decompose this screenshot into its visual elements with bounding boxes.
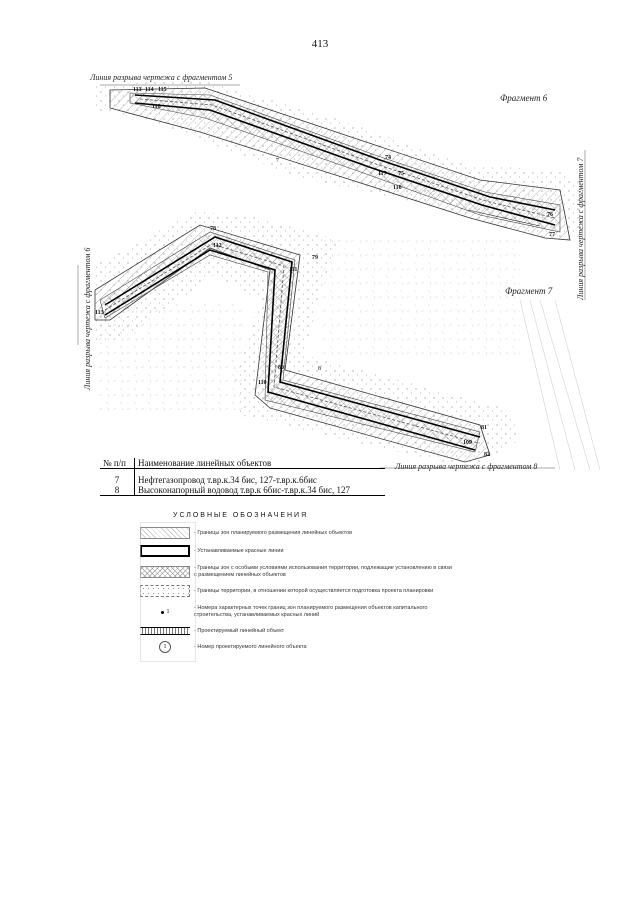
point-label: 77 xyxy=(549,232,555,238)
objects-table xyxy=(100,458,385,496)
point-label: 109 xyxy=(463,440,472,446)
row-number: 7 xyxy=(100,475,135,485)
legend-item: - Границы зон с особыми условиями использования территории, подлежащие установлению в связи с размещением линейных объектов xyxy=(140,562,454,582)
point-label: 76 xyxy=(547,212,553,218)
point-label: 111 xyxy=(289,267,298,273)
point-label: 81 xyxy=(481,425,487,431)
point-label: 114 xyxy=(145,87,154,93)
point-label: 113 xyxy=(133,87,142,93)
row-name: Высоконапорный водовод т.вр.к 6бис-т.вр.к.34 бис, 127 xyxy=(138,485,350,495)
point-label: 78 xyxy=(210,226,216,232)
point-label: 110 xyxy=(258,380,267,386)
legend-title: УСЛОВНЫЕ ОБОЗНАЧЕНИЯ xyxy=(173,512,309,519)
point-label: 113 xyxy=(95,310,104,316)
legend-item: 1 - Номер проектируемого линейного объекта xyxy=(140,640,307,654)
legend xyxy=(140,512,470,662)
legend-item: - Границы территории, в отношении которой осуществляется подготовка проекта планировки xyxy=(140,584,433,598)
page-number: 413 xyxy=(311,38,329,50)
point-label: 118 xyxy=(152,104,161,110)
fragment-7-corridor xyxy=(95,212,600,470)
row-name: Нефтегазопровод т.вр.к.34 бис, 127-т.вр.к.6бис xyxy=(138,475,317,485)
fragment-6-label: Фрагмент 6 xyxy=(500,93,548,103)
point-label: 112 xyxy=(213,243,222,249)
legend-item: 1 - Номера характерных точек границ зон планируемого размещения объектов капитального строительства, устанавливаемых красных линий xyxy=(140,602,454,622)
point-number-symbol: 1 xyxy=(140,606,190,618)
point-label: 117 xyxy=(378,171,387,177)
table-header-number: № п/п xyxy=(100,458,135,469)
point-label: 79 xyxy=(312,255,318,261)
fragment-7-label: Фрагмент 7 xyxy=(505,286,553,296)
point-label: 82 xyxy=(484,452,490,458)
legend-item: - Устанавливаемые красные линии xyxy=(140,544,284,558)
point-label: 116 xyxy=(393,185,402,191)
point-label: 74 xyxy=(385,155,391,161)
legend-item: - Границы зон планируемого размещения линейных объектов xyxy=(140,526,352,540)
table-header-name: Наименование линейных объектов xyxy=(138,458,272,468)
object-marker: 7 xyxy=(276,158,279,164)
break-line-label-7: Линия разрыва чертежа с фрагментом 7 xyxy=(576,157,585,300)
circle-number-icon: 1 xyxy=(159,641,171,653)
point-label: 115 xyxy=(158,87,167,93)
table-row xyxy=(100,475,385,485)
legend-frame xyxy=(140,522,196,662)
row-number: 8 xyxy=(100,485,135,496)
break-line-label-6: Линия разрыва чертежа с фрагментом 6 xyxy=(83,247,92,390)
break-line-label-8: Линия разрыва чертежа с фрагментом 8 xyxy=(395,462,538,471)
object-marker: 8 xyxy=(318,366,321,372)
point-label: 80 xyxy=(278,365,284,371)
fragment-6-corridor xyxy=(95,80,580,240)
break-line-label-5: Линия разрыва чертежа с фрагментом 5 xyxy=(90,73,233,82)
table-row xyxy=(100,485,385,496)
point-label: 75 xyxy=(398,171,404,177)
legend-item: - Проектируемый линейный объект xyxy=(140,624,284,638)
